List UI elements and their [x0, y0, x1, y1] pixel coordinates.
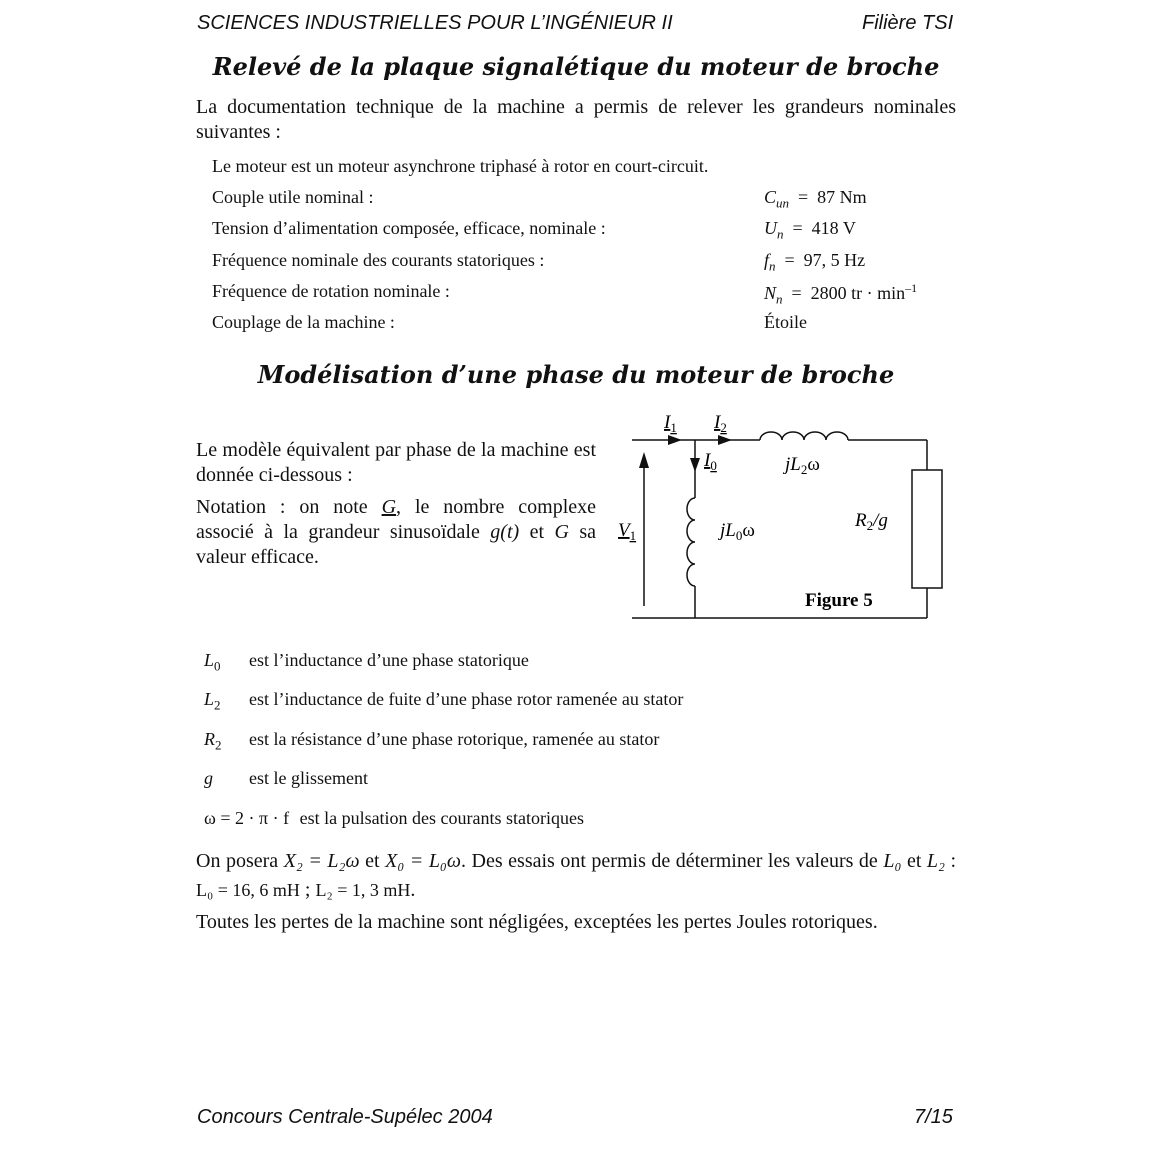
- spec-row: [212, 312, 956, 338]
- footer-left: Concours Centrale-Supélec 2004: [197, 1106, 493, 1128]
- definition-text: est le glissement: [249, 768, 368, 788]
- posera-equation: X₂ = L₂ω: [283, 850, 360, 872]
- spec-row: [212, 281, 956, 307]
- spec-label: Fréquence de rotation nominale :: [212, 281, 450, 301]
- definition-symbol: g: [204, 768, 213, 788]
- spec-row: [212, 187, 956, 213]
- spec-value: $f_n = 97$, 5 Hz: [764, 250, 866, 274]
- label-r2-over-g: $R_2/g$: [855, 510, 888, 533]
- spec-subscript: n: [776, 291, 783, 307]
- label-jl0w: $jL_0\omega$: [720, 520, 755, 543]
- posera-text: et: [906, 850, 922, 872]
- spec-label: Tension d’alimentation composée, efficace, nominale :: [212, 218, 606, 238]
- spec-subscript: n: [777, 226, 784, 242]
- resistor-r2: [912, 470, 942, 588]
- model-text: Le modèle équivalent par phase de la machine est donnée ci-dessous :: [196, 439, 596, 486]
- posera-value: L₂ = 1, 3 mH: [315, 880, 411, 900]
- spec-symbol: U: [764, 218, 777, 238]
- posera-symbol: L₀: [883, 850, 902, 872]
- definition-text: est l’inductance d’une phase statorique: [249, 650, 529, 670]
- notation-part: et: [529, 521, 545, 543]
- notation-text: [196, 495, 596, 570]
- spec-value: $N_n = 2800$ tr · $\min^{-1}$: [764, 281, 918, 307]
- current-i1-arrow-icon: [668, 435, 682, 445]
- definition-text: est la résistance d’une phase rotorique, ramenée au stator: [249, 729, 660, 749]
- spec-value: $U_n = 418$ V: [764, 218, 856, 242]
- notation-part: Notation : on note: [196, 496, 368, 518]
- spec-number: 2800 tr · min: [810, 283, 906, 303]
- inductor-l2: [760, 432, 848, 440]
- notation-complex-symbol: G: [381, 496, 397, 518]
- motor-line: [212, 156, 956, 182]
- header-right: Filière TSI: [862, 12, 954, 34]
- posera-text: ;: [304, 879, 311, 901]
- spec-label: Couple utile nominal :: [212, 187, 374, 207]
- losses-paragraph: Toutes les pertes de la machine sont négligées, exceptées les pertes Joules rotoriques.: [196, 911, 878, 933]
- section1-intro: La documentation technique de la machine a permis de relever les grandeurs nominales suivantes :: [196, 96, 956, 143]
- notation-function: g(t): [490, 521, 520, 543]
- spec-subscript: un: [776, 195, 790, 211]
- definition-symbol: $L_0$: [204, 650, 221, 674]
- posera-text: :: [950, 850, 957, 872]
- posera-text: et: [365, 850, 380, 872]
- inductor-l0: [687, 498, 695, 586]
- spec-row: [212, 250, 956, 276]
- label-i2: $I_2$: [714, 412, 727, 435]
- spec-label: Couplage de la machine :: [212, 312, 395, 332]
- posera-symbol: L₂: [926, 850, 945, 872]
- spec-number: 87 Nm: [817, 187, 867, 207]
- notation-part: sa valeur efficace.: [196, 521, 597, 568]
- spec-exponent: –1: [905, 281, 918, 295]
- motor-line-text: Le moteur est un moteur asynchrone triphasé à rotor en court-circuit.: [212, 156, 709, 176]
- posera-equation: X₀ = L₀ω: [385, 850, 462, 872]
- posera-text: . Des essais ont permis de déterminer les valeurs de: [461, 850, 878, 872]
- label-i1: $I_1$: [664, 412, 677, 435]
- label-v1: $V_1$: [618, 520, 637, 543]
- posera-value: L₀ = 16, 6 mH: [196, 880, 300, 900]
- section1-title: Relevé de la plaque signalétique du moteur de broche: [212, 52, 940, 81]
- notation-part: , le nombre complexe associé à la grandeur sinusoïdale: [196, 496, 597, 543]
- footer-right: 7/15: [914, 1106, 953, 1128]
- spec-value: $C_{un} = 87$ Nm: [764, 187, 867, 211]
- definition-symbol: $L_2$: [204, 689, 221, 713]
- posera-text: On posera: [196, 850, 279, 872]
- spec-symbol: C: [764, 187, 777, 207]
- posera-text: .: [410, 879, 416, 901]
- definition-symbol: $R_2$: [204, 729, 222, 753]
- current-i0-arrow-icon: [690, 458, 700, 472]
- spec-symbol: f: [764, 250, 770, 270]
- spec-row: [212, 218, 956, 244]
- spec-label: Fréquence nominale des courants statoriques :: [212, 250, 545, 270]
- label-i0: $I_0$: [704, 450, 717, 473]
- spec-number: Étoile: [764, 312, 807, 332]
- spec-symbol: N: [764, 283, 777, 303]
- omega-definition: [204, 808, 584, 829]
- omega-text: est la pulsation des courants statoriques: [299, 808, 585, 828]
- notation-rms-symbol: G: [554, 521, 569, 543]
- section2-title: Modélisation d’une phase du moteur de broche: [257, 360, 895, 389]
- label-jl2w: $jL_2\omega$: [785, 454, 820, 477]
- figure-caption: Figure 5: [805, 590, 873, 611]
- spec-number: 418 V: [811, 218, 856, 238]
- circuit-diagram: [620, 410, 960, 630]
- omega-formula: ω = 2 · π · f: [204, 808, 290, 828]
- posera-paragraph: [196, 847, 956, 905]
- definition-text: est l’inductance de fuite d’une phase rotor ramenée au stator: [249, 689, 684, 709]
- voltage-arrow-head: [639, 452, 649, 468]
- header-left: SCIENCES INDUSTRIELLES POUR L’INGÉNIEUR II: [197, 12, 673, 34]
- spec-subscript: n: [769, 258, 776, 274]
- spec-number: 97, 5 Hz: [803, 250, 866, 270]
- current-i2-arrow-icon: [718, 435, 732, 445]
- spec-value: [764, 312, 807, 333]
